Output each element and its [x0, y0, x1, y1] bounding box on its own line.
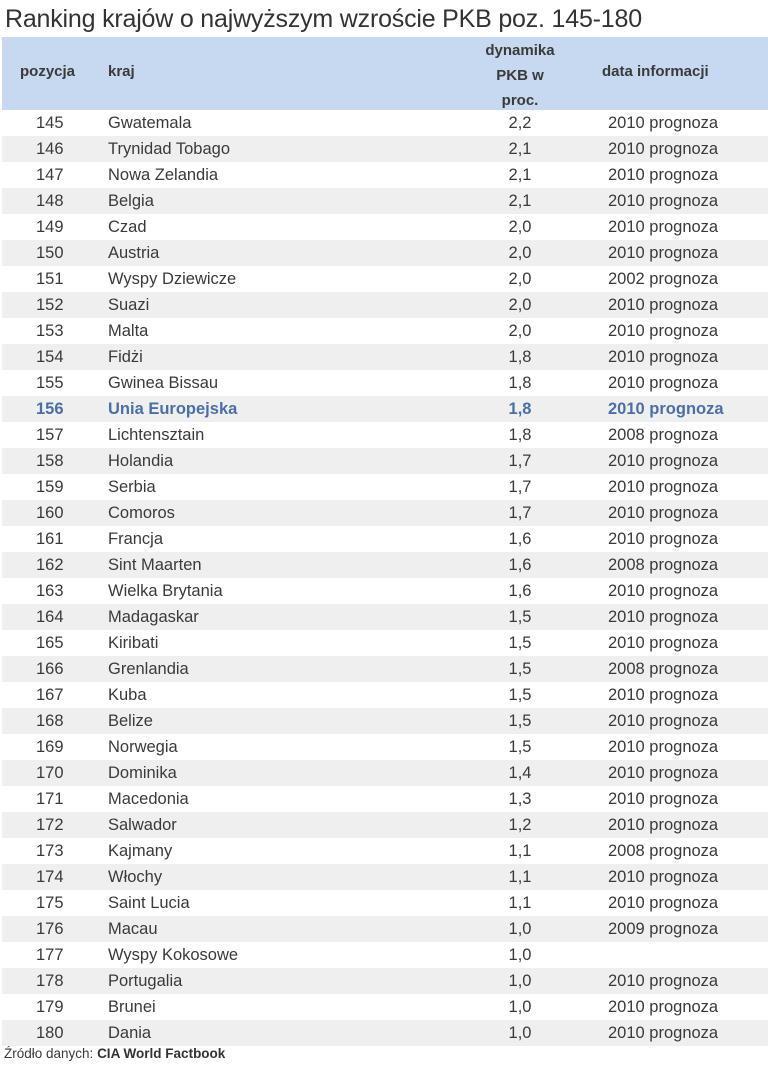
table-row: [2, 708, 768, 734]
cell-pozycja: 156: [36, 400, 64, 418]
table-row: [2, 422, 768, 448]
table-row: [2, 838, 768, 864]
cell-data-informacji: 2010 prognoza: [608, 530, 719, 548]
cell-dynamika: 1,5: [508, 712, 532, 730]
cell-dynamika: 2,1: [508, 140, 532, 158]
cell-kraj: Lichtensztain: [108, 426, 205, 444]
table-row: [2, 344, 768, 370]
cell-kraj: Fidżi: [108, 348, 143, 366]
cell-kraj: Belgia: [108, 192, 154, 210]
cell-data-informacji: 2010 prognoza: [608, 816, 719, 834]
cell-pozycja: 171: [36, 790, 64, 808]
cell-data-informacji: 2010 prognoza: [608, 218, 719, 236]
cell-kraj: Holandia: [108, 452, 174, 470]
cell-dynamika: 1,4: [508, 764, 532, 782]
cell-dynamika: 2,2: [508, 114, 532, 132]
table-row: [2, 786, 768, 812]
cell-kraj: Czad: [108, 218, 147, 236]
table-row: [2, 578, 768, 604]
cell-data-informacji: 2010 prognoza: [608, 1024, 719, 1042]
cell-dynamika: 1,0: [508, 920, 532, 938]
table-row: [2, 240, 768, 266]
table-row: [2, 864, 768, 890]
cell-dynamika: 1,8: [508, 400, 532, 418]
table-row: [2, 448, 768, 474]
cell-kraj: Nowa Zelandia: [108, 166, 219, 184]
cell-dynamika: 1,5: [508, 608, 532, 626]
table-row: [2, 266, 768, 292]
table-row: [2, 734, 768, 760]
page-title: Ranking krajów o najwyższym wzroście PKB poz. 145-180: [5, 5, 642, 33]
cell-pozycja: 165: [36, 634, 64, 652]
table-row: [2, 630, 768, 656]
cell-data-informacji: 2010 prognoza: [608, 712, 719, 730]
cell-kraj: Unia Europejska: [108, 400, 238, 418]
cell-kraj: Grenlandia: [108, 660, 189, 678]
cell-kraj: Saint Lucia: [108, 894, 190, 912]
cell-dynamika: 1,0: [508, 1024, 532, 1042]
cell-data-informacji: 2010 prognoza: [608, 686, 719, 704]
cell-kraj: Kiribati: [108, 634, 159, 652]
cell-kraj: Gwinea Bissau: [108, 374, 219, 392]
cell-data-informacji: 2010 prognoza: [608, 140, 719, 158]
cell-kraj: Wyspy Kokosowe: [108, 946, 239, 964]
cell-data-informacji: 2010 prognoza: [608, 504, 719, 522]
cell-data-informacji: 2010 prognoza: [608, 192, 719, 210]
cell-kraj: Portugalia: [108, 972, 183, 990]
cell-dynamika: 1,8: [508, 374, 532, 392]
cell-dynamika: 1,7: [508, 478, 532, 496]
cell-kraj: Macedonia: [108, 790, 189, 808]
cell-data-informacji: 2010 prognoza: [608, 582, 719, 600]
cell-dynamika: 1,5: [508, 686, 532, 704]
cell-data-informacji: 2010 prognoza: [608, 348, 719, 366]
cell-data-informacji: 2008 prognoza: [608, 426, 719, 444]
cell-dynamika: 2,0: [508, 296, 532, 314]
table-row: [2, 370, 768, 396]
cell-dynamika: 1,6: [508, 530, 532, 548]
cell-pozycja: 162: [36, 556, 64, 574]
header-dynamika-line1: dynamika: [485, 42, 555, 59]
cell-kraj: Dania: [108, 1024, 152, 1042]
cell-data-informacji: 2010 prognoza: [608, 400, 724, 418]
cell-dynamika: 1,5: [508, 738, 532, 756]
cell-data-informacji: 2010 prognoza: [608, 114, 719, 132]
cell-dynamika: 2,0: [508, 270, 532, 288]
cell-kraj: Kuba: [108, 686, 147, 704]
table-row: [2, 500, 768, 526]
cell-pozycja: 159: [36, 478, 64, 496]
header-data-informacji: data informacji: [602, 63, 709, 80]
cell-dynamika: 1,1: [508, 842, 532, 860]
cell-data-informacji: 2002 prognoza: [608, 270, 719, 288]
cell-pozycja: 152: [36, 296, 64, 314]
cell-dynamika: 1,0: [508, 946, 532, 964]
cell-pozycja: 155: [36, 374, 64, 392]
cell-data-informacji: 2010 prognoza: [608, 868, 719, 886]
cell-dynamika: 2,0: [508, 244, 532, 262]
header-pozycja: pozycja: [20, 63, 76, 80]
cell-kraj: Comoros: [108, 504, 175, 522]
table-row: [2, 292, 768, 318]
cell-kraj: Gwatemala: [108, 114, 192, 132]
cell-data-informacji: 2008 prognoza: [608, 556, 719, 574]
cell-data-informacji: 2010 prognoza: [608, 998, 719, 1016]
cell-data-informacji: 2010 prognoza: [608, 374, 719, 392]
cell-kraj: Brunei: [108, 998, 156, 1016]
cell-pozycja: 166: [36, 660, 64, 678]
cell-dynamika: 1,8: [508, 348, 532, 366]
cell-pozycja: 180: [36, 1024, 64, 1042]
table-row: [2, 916, 768, 942]
cell-kraj: Serbia: [108, 478, 156, 496]
table-row: [2, 214, 768, 240]
cell-dynamika: 1,0: [508, 998, 532, 1016]
cell-data-informacji: 2010 prognoza: [608, 738, 719, 756]
cell-pozycja: 176: [36, 920, 64, 938]
cell-dynamika: 1,3: [508, 790, 532, 808]
cell-kraj: Wielka Brytania: [108, 582, 223, 600]
cell-kraj: Belize: [108, 712, 153, 730]
cell-pozycja: 172: [36, 816, 64, 834]
cell-pozycja: 148: [36, 192, 64, 210]
cell-pozycja: 177: [36, 946, 64, 964]
cell-pozycja: 151: [36, 270, 64, 288]
cell-dynamika: 1,7: [508, 452, 532, 470]
cell-data-informacji: 2010 prognoza: [608, 296, 719, 314]
cell-dynamika: 1,6: [508, 582, 532, 600]
cell-dynamika: 1,7: [508, 504, 532, 522]
table-row: [2, 890, 768, 916]
cell-dynamika: 1,5: [508, 660, 532, 678]
cell-pozycja: 173: [36, 842, 64, 860]
cell-kraj: Madagaskar: [108, 608, 199, 626]
cell-pozycja: 158: [36, 452, 64, 470]
cell-data-informacji: 2010 prognoza: [608, 244, 719, 262]
header-kraj: kraj: [108, 63, 135, 80]
cell-kraj: Francja: [108, 530, 164, 548]
cell-data-informacji: 2010 prognoza: [608, 478, 719, 496]
cell-data-informacji: 2010 prognoza: [608, 894, 719, 912]
cell-data-informacji: 2008 prognoza: [608, 842, 719, 860]
cell-kraj: Salwador: [108, 816, 177, 834]
source-name: CIA World Factbook: [97, 1046, 226, 1061]
cell-data-informacji: 2010 prognoza: [608, 608, 719, 626]
cell-kraj: Wyspy Dziewicze: [108, 270, 237, 288]
cell-pozycja: 160: [36, 504, 64, 522]
cell-data-informacji: 2008 prognoza: [608, 660, 719, 678]
cell-pozycja: 146: [36, 140, 64, 158]
cell-pozycja: 145: [36, 114, 64, 132]
cell-pozycja: 153: [36, 322, 64, 340]
cell-dynamika: 2,0: [508, 218, 532, 236]
cell-pozycja: 161: [36, 530, 64, 548]
cell-pozycja: 170: [36, 764, 64, 782]
cell-pozycja: 175: [36, 894, 64, 912]
cell-dynamika: 1,6: [508, 556, 532, 574]
cell-data-informacji: 2010 prognoza: [608, 166, 719, 184]
cell-dynamika: 1,1: [508, 868, 532, 886]
cell-pozycja: 168: [36, 712, 64, 730]
cell-pozycja: 149: [36, 218, 64, 236]
cell-data-informacji: 2010 prognoza: [608, 452, 719, 470]
table-row: [2, 682, 768, 708]
cell-dynamika: 2,1: [508, 166, 532, 184]
table-row: [2, 968, 768, 994]
cell-pozycja: 174: [36, 868, 64, 886]
cell-kraj: Trynidad Tobago: [108, 140, 231, 158]
source-label: Źródło danych:: [4, 1046, 98, 1061]
cell-pozycja: 179: [36, 998, 64, 1016]
ranking-table: [2, 37, 768, 1046]
cell-kraj: Austria: [108, 244, 160, 262]
table-row: [2, 994, 768, 1020]
cell-pozycja: 157: [36, 426, 64, 444]
table-row: [2, 942, 768, 968]
cell-data-informacji: 2009 prognoza: [608, 920, 719, 938]
table-header: [2, 37, 768, 110]
cell-data-informacji: 2010 prognoza: [608, 634, 719, 652]
table-row-highlighted: [2, 396, 768, 422]
table-row: [2, 188, 768, 214]
cell-pozycja: 178: [36, 972, 64, 990]
cell-kraj: Norwegia: [108, 738, 178, 756]
cell-kraj: Włochy: [108, 868, 163, 886]
table-row: [2, 552, 768, 578]
table-row: [2, 1020, 768, 1046]
cell-kraj: Sint Maarten: [108, 556, 202, 574]
cell-pozycja: 164: [36, 608, 64, 626]
header-dynamika-line2: PKB w: [496, 67, 544, 84]
header-dynamika: [472, 38, 568, 113]
table-row: [2, 656, 768, 682]
table-body: [2, 110, 768, 1046]
cell-dynamika: 1,2: [508, 816, 532, 834]
cell-dynamika: 2,0: [508, 322, 532, 340]
source-note: [4, 1046, 225, 1061]
cell-kraj: Dominika: [108, 764, 177, 782]
cell-dynamika: 1,0: [508, 972, 532, 990]
cell-dynamika: 1,5: [508, 634, 532, 652]
cell-pozycja: 169: [36, 738, 64, 756]
cell-kraj: Kajmany: [108, 842, 173, 860]
table-row: [2, 604, 768, 630]
cell-kraj: Suazi: [108, 296, 150, 314]
table-row: [2, 812, 768, 838]
cell-dynamika: 2,1: [508, 192, 532, 210]
cell-pozycja: 163: [36, 582, 64, 600]
table-row: [2, 760, 768, 786]
table-row: [2, 474, 768, 500]
cell-pozycja: 147: [36, 166, 64, 184]
cell-data-informacji: 2010 prognoza: [608, 790, 719, 808]
cell-pozycja: 150: [36, 244, 64, 262]
cell-kraj: Macau: [108, 920, 158, 938]
cell-data-informacji: 2010 prognoza: [608, 764, 719, 782]
cell-pozycja: 167: [36, 686, 64, 704]
cell-dynamika: 1,1: [508, 894, 532, 912]
cell-data-informacji: 2010 prognoza: [608, 322, 719, 340]
cell-kraj: Malta: [108, 322, 149, 340]
header-dynamika-line3: proc.: [501, 92, 539, 109]
table-row: [2, 136, 768, 162]
table-row: [2, 110, 768, 136]
cell-dynamika: 1,8: [508, 426, 532, 444]
table-row: [2, 162, 768, 188]
cell-pozycja: 154: [36, 348, 64, 366]
cell-data-informacji: 2010 prognoza: [608, 972, 719, 990]
table-row: [2, 526, 768, 552]
table-row: [2, 318, 768, 344]
